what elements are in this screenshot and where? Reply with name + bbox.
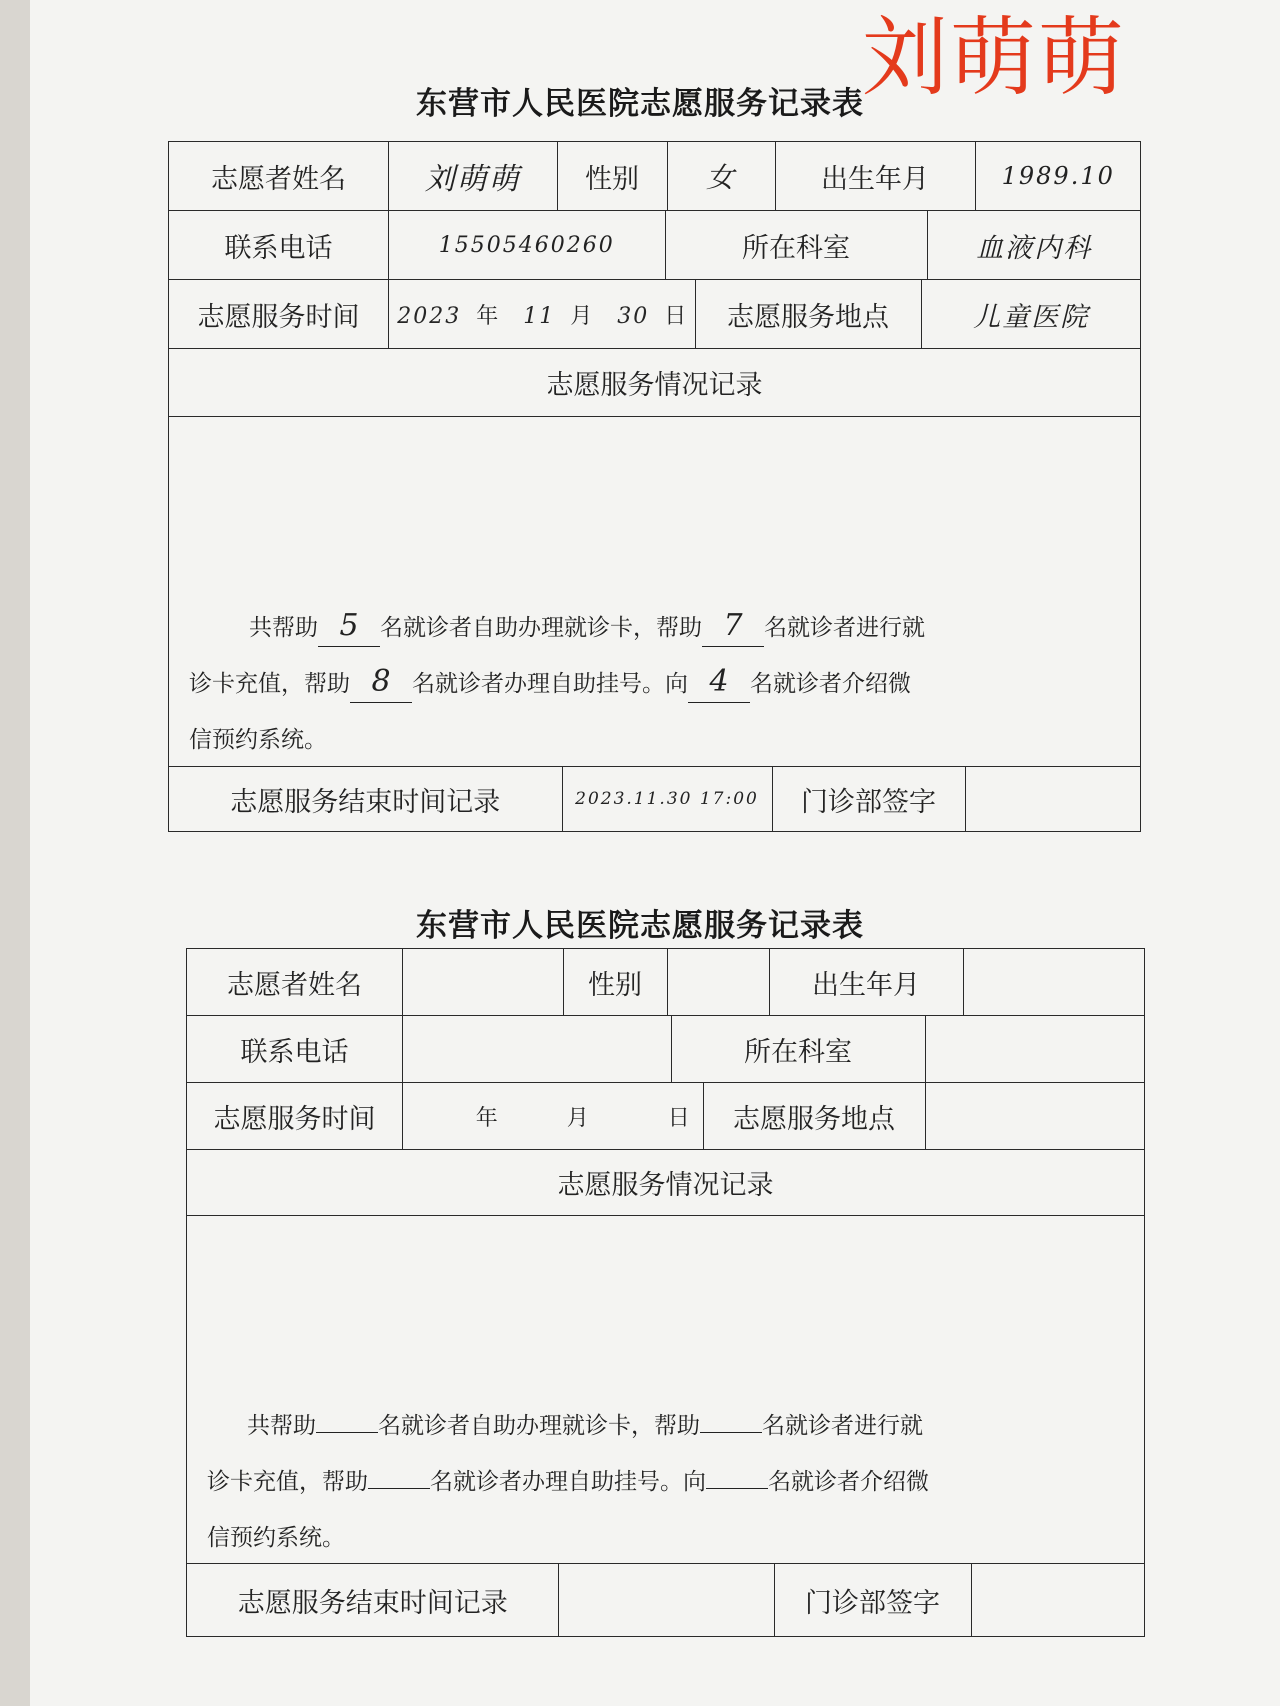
record-count-cards: 5 <box>318 606 380 647</box>
record-count-recharge: 7 <box>702 606 764 647</box>
value-service-place[interactable] <box>925 1083 1145 1149</box>
label-gender: 性别 <box>557 142 667 210</box>
record-text-3: 名就诊者进行就 <box>762 1412 923 1439</box>
value-volunteer-name[interactable] <box>403 949 563 1015</box>
record-count-registration: 8 <box>350 662 412 703</box>
record-text-5: 名就诊者办理自助挂号。向 <box>412 670 688 697</box>
label-birth-date: 出生年月 <box>769 949 963 1015</box>
info-table <box>168 141 1141 832</box>
form-filled <box>0 0 1280 850</box>
label-end-time: 志愿服务结束时间记录 <box>187 1564 559 1636</box>
value-service-date <box>389 280 695 348</box>
label-signature: 门诊部签字 <box>772 767 965 831</box>
blank-count-wechat[interactable] <box>706 1488 768 1489</box>
label-service-place: 志愿服务地点 <box>695 280 921 348</box>
value-phone: 15505460260 <box>389 211 665 279</box>
record-section-header: 志愿服务情况记录 <box>169 349 1141 417</box>
record-text-6: 名就诊者介绍微 <box>768 1468 929 1495</box>
label-end-time: 志愿服务结束时间记录 <box>169 767 562 831</box>
record-section-header: 志愿服务情况记录 <box>187 1150 1145 1216</box>
value-service-date[interactable] <box>403 1083 703 1149</box>
blank-count-cards[interactable] <box>316 1432 378 1433</box>
record-body-cell <box>169 417 1141 767</box>
form-title: 东营市人民医院志愿服务记录表 <box>416 86 864 122</box>
label-department: 所在科室 <box>671 1016 925 1082</box>
record-text-1: 共帮助 <box>247 1412 316 1439</box>
unit-month: 月 <box>570 303 593 329</box>
value-end-time[interactable] <box>559 1564 774 1636</box>
label-volunteer-name: 志愿者姓名 <box>187 949 403 1016</box>
record-text-2: 名就诊者自助办理就诊卡，帮助 <box>378 1412 700 1439</box>
form-blank <box>0 880 1280 1700</box>
record-text-7: 信预约系统。 <box>207 1524 345 1551</box>
name-overlay-annotation: 刘萌萌 <box>862 10 1126 106</box>
blank-count-recharge[interactable] <box>700 1432 762 1433</box>
signature-field[interactable] <box>971 1564 1144 1636</box>
label-signature: 门诊部签字 <box>774 1564 971 1636</box>
record-text-5: 名就诊者办理自助挂号。向 <box>430 1468 706 1495</box>
blank-count-registration[interactable] <box>368 1488 430 1489</box>
value-birth-date[interactable] <box>963 949 1145 1015</box>
value-department: 血液内科 <box>976 232 1093 264</box>
form-title: 东营市人民医院志愿服务记录表 <box>416 908 864 944</box>
value-month: 11 <box>523 303 556 329</box>
signature-field <box>965 767 1141 831</box>
unit-year: 年 <box>476 303 499 329</box>
unit-day: 日 <box>667 1105 690 1131</box>
record-text-2: 名就诊者自助办理就诊卡，帮助 <box>380 614 702 641</box>
value-service-place: 儿童医院 <box>973 301 1090 333</box>
record-text-6: 名就诊者介绍微 <box>750 670 911 697</box>
unit-day: 日 <box>664 303 687 329</box>
label-service-time: 志愿服务时间 <box>187 1083 403 1150</box>
label-volunteer-name: 志愿者姓名 <box>169 142 389 211</box>
record-count-wechat: 4 <box>688 662 750 703</box>
record-text-4: 诊卡充值，帮助 <box>189 670 350 697</box>
label-phone: 联系电话 <box>187 1016 403 1083</box>
label-gender: 性别 <box>563 949 667 1015</box>
label-department: 所在科室 <box>665 211 927 279</box>
value-year: 2023 <box>397 303 462 329</box>
value-gender[interactable] <box>667 949 769 1015</box>
value-day: 30 <box>617 303 650 329</box>
value-phone[interactable] <box>403 1016 671 1082</box>
value-volunteer-name: 刘萌萌 <box>389 142 557 210</box>
label-birth-date: 出生年月 <box>775 142 975 210</box>
record-text-7: 信预约系统。 <box>189 726 327 753</box>
label-service-time: 志愿服务时间 <box>169 280 389 349</box>
value-birth-date: 1989.10 <box>1001 162 1115 190</box>
record-text-3: 名就诊者进行就 <box>764 614 925 641</box>
info-table <box>186 948 1145 1637</box>
value-gender: 女 <box>667 142 775 210</box>
record-body-cell <box>187 1216 1145 1564</box>
unit-month: 月 <box>566 1105 589 1131</box>
record-text-4: 诊卡充值，帮助 <box>207 1468 368 1495</box>
unit-year: 年 <box>475 1105 498 1131</box>
label-service-place: 志愿服务地点 <box>703 1083 925 1149</box>
record-text-1: 共帮助 <box>249 614 318 641</box>
value-department[interactable] <box>925 1016 1145 1082</box>
label-phone: 联系电话 <box>169 211 389 280</box>
value-end-time: 2023.11.30 17:00 <box>562 767 772 831</box>
